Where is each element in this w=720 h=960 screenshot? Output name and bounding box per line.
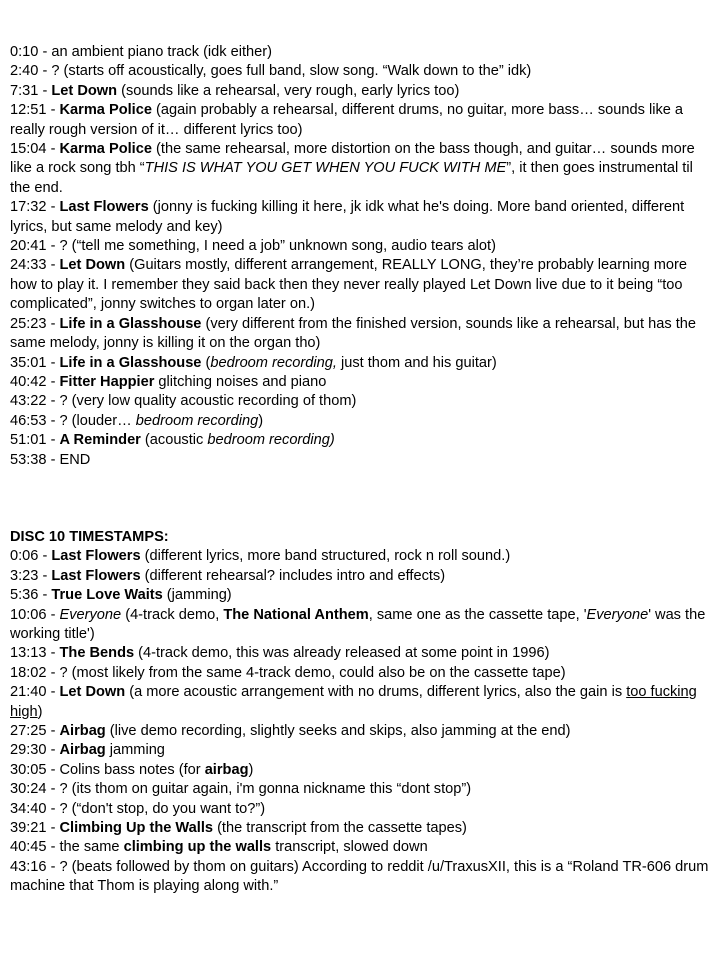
entry-text: 0:10 - an ambient piano track (idk either) <box>10 44 273 60</box>
entry-text: 40:45 - the same <box>10 839 124 856</box>
song-title: Let Down <box>59 684 126 701</box>
entry-text: glitching noises and piano <box>154 373 327 390</box>
timestamp-entry <box>10 664 710 683</box>
song-title: climbing up the walls <box>123 839 272 856</box>
timestamp-entry <box>10 431 710 450</box>
entry-text: 43:16 - ? (beats followed by thom on guitars) According to reddit /u/TraxusXII, this is a “Roland TR-606 drum machine that Thom is playing along with.” <box>10 858 709 895</box>
timestamp-entry <box>10 392 710 411</box>
song-title: Last Flowers <box>51 567 141 584</box>
entry-text: transcript, slowed down <box>271 839 428 856</box>
entry-text: (the same rehearsal, more distortion on the bass though, and guitar… sounds more like a rock song tbh “ <box>10 141 695 177</box>
entry-text: 20:41 - ? (“tell me something, I need a job” unknown song, audio tears alot) <box>10 238 496 255</box>
song-title: The Bends <box>59 645 135 662</box>
song-title: Airbag <box>59 723 106 739</box>
song-title: Karma Police <box>59 102 152 119</box>
timestamp-entry <box>10 586 710 605</box>
song-title: Life in a Glasshouse <box>59 315 202 332</box>
emphasis-text: bedroom recording) <box>207 432 335 449</box>
timestamp-entry <box>10 354 710 373</box>
entry-text: just thom and his guitar) <box>336 354 497 371</box>
timestamp-entry <box>10 547 710 566</box>
timestamp-entry <box>10 140 710 198</box>
timestamp-entry <box>10 800 710 819</box>
timestamp-entry <box>10 43 710 62</box>
timestamp-entry <box>10 373 710 392</box>
entry-text: ) <box>248 761 254 778</box>
entry-text: 53:38 - END <box>10 451 91 468</box>
entry-text: (live demo recording, slightly seeks and skips, also jamming at the end) <box>105 723 571 739</box>
timestamp-entry <box>10 683 710 722</box>
entry-text: 30:05 - Colins bass notes (for <box>10 761 205 778</box>
timestamp-entry <box>10 101 710 140</box>
document-body <box>10 43 710 897</box>
entry-text: 7:31 - <box>10 82 52 99</box>
entry-text: 35:01 - <box>10 354 60 371</box>
entry-text: , same one as the cassette tape, ' <box>368 606 587 623</box>
entry-text: 3:23 - <box>10 567 52 584</box>
entry-text: (jonny is fucking killing it here, jk idk what he's doing. More band oriented, different lyrics, but same melody and key) <box>10 199 685 235</box>
song-title: Karma Police <box>59 141 152 158</box>
entry-text: (different lyrics, more band structured, rock n roll sound.) <box>140 548 511 565</box>
entry-text: ' was the working title') <box>10 606 706 642</box>
entry-text: 51:01 - <box>10 432 60 449</box>
timestamp-entry <box>10 606 710 645</box>
entry-text: 24:33 - <box>10 257 60 274</box>
timestamp-entry <box>10 838 710 857</box>
entry-text: 46:53 - ? (louder… <box>10 412 136 429</box>
timestamp-entry <box>10 567 710 586</box>
section-heading: DISC 10 TIMESTAMPS: <box>10 528 169 545</box>
song-title: Fitter Happier <box>59 373 155 390</box>
entry-text: (the transcript from the cassette tapes) <box>213 820 467 837</box>
entry-text: ”, it then goes instrumental til the end. <box>10 160 693 196</box>
timestamp-entry <box>10 256 710 314</box>
timestamp-entry <box>10 819 710 838</box>
timestamp-entry <box>10 741 710 760</box>
entry-text: (sounds like a rehearsal, very rough, early lyrics too) <box>117 82 460 99</box>
entry-text: (4-track demo, this was already released at some point in 1996) <box>134 645 550 662</box>
emphasis-text: THIS IS WHAT YOU GET WHEN YOU FUCK WITH ME <box>144 160 507 177</box>
entry-text: 17:32 - <box>10 199 60 216</box>
entry-text: 29:30 - <box>10 742 60 759</box>
song-title: Last Flowers <box>59 199 149 216</box>
entry-text: ) <box>258 412 264 429</box>
entry-text: 27:25 - <box>10 723 60 739</box>
entry-text: 15:04 - <box>10 141 60 158</box>
entry-text: (again probably a rehearsal, different drums, no guitar, more bass… sounds like a really rough version of it… different lyrics too) <box>10 102 684 138</box>
entry-text: 12:51 - <box>10 102 60 119</box>
entry-text: 25:23 - <box>10 315 60 332</box>
entry-text: 43:22 - ? (very low quality acoustic recording of thom) <box>10 393 357 410</box>
entry-text: 2:40 - ? (starts off acoustically, goes full band, slow song. “Walk down to the” idk) <box>10 63 532 80</box>
section-gap <box>10 470 710 528</box>
song-title: Let Down <box>51 82 118 99</box>
entry-text: (a more acoustic arrangement with no drums, different lyrics, also the gain is <box>125 684 627 701</box>
entry-text: 30:24 - ? (its thom on guitar again, i'm gonna nickname this “dont stop”) <box>10 781 472 798</box>
song-title: Life in a Glasshouse <box>59 354 202 371</box>
entry-text: 34:40 - ? (“don't stop, do you want to?”) <box>10 800 266 817</box>
timestamp-entry <box>10 761 710 780</box>
entry-text: 5:36 - <box>10 587 52 604</box>
entry-text: ( <box>201 354 211 371</box>
emphasis-text: bedroom recording <box>135 412 259 429</box>
song-title: A Reminder <box>59 432 141 449</box>
entry-text: 39:21 - <box>10 820 60 837</box>
timestamp-entry <box>10 315 710 354</box>
entry-text: 21:40 - <box>10 684 60 701</box>
song-title: True Love Waits <box>51 587 163 604</box>
entry-text: jamming <box>105 742 165 759</box>
entry-text: 18:02 - ? (most likely from the same 4-track demo, could also be on the cassette tape) <box>10 664 566 681</box>
timestamp-entry <box>10 644 710 663</box>
song-title: airbag <box>204 761 249 778</box>
song-title: Airbag <box>59 742 106 759</box>
emphasis-text: bedroom recording, <box>210 354 337 371</box>
timestamp-entry <box>10 62 710 81</box>
song-title: Last Flowers <box>51 548 141 565</box>
entry-text: (4-track demo, <box>121 606 224 623</box>
entry-text: (jamming) <box>162 587 232 604</box>
song-title: Climbing Up the Walls <box>59 820 214 837</box>
entry-text: 40:42 - <box>10 373 60 390</box>
song-title: The National Anthem <box>223 606 369 623</box>
timestamp-entry <box>10 198 710 237</box>
timestamp-entry <box>10 451 710 470</box>
entry-text: ) <box>37 703 43 720</box>
emphasis-text: Everyone <box>59 606 122 623</box>
timestamp-entry <box>10 722 710 741</box>
timestamp-entry <box>10 780 710 799</box>
underlined-text: too fucking high <box>10 684 697 720</box>
song-title: Let Down <box>59 257 126 274</box>
emphasis-text: Everyone <box>586 606 649 623</box>
entry-text: (Guitars mostly, different arrangement, REALLY LONG, they’re probably learning more how to play it. I remember they said back then they never really played Let Down live due to it being “too complicated”, jonny switches to organ later on.) <box>10 257 688 313</box>
entry-text: (different rehearsal? includes intro and effects) <box>140 567 446 584</box>
entry-text: (acoustic <box>140 432 208 449</box>
entry-text: 0:06 - <box>10 548 52 565</box>
timestamp-entry <box>10 412 710 431</box>
entry-text: (very different from the finished version, sounds like a rehearsal, but has the same melody, jonny is killing it on the organ tho) <box>10 315 696 352</box>
timestamp-entry <box>10 237 710 256</box>
entry-text: 10:06 - <box>10 606 60 623</box>
timestamp-entry <box>10 82 710 101</box>
entry-text: 13:13 - <box>10 645 60 662</box>
timestamp-entry <box>10 858 710 897</box>
